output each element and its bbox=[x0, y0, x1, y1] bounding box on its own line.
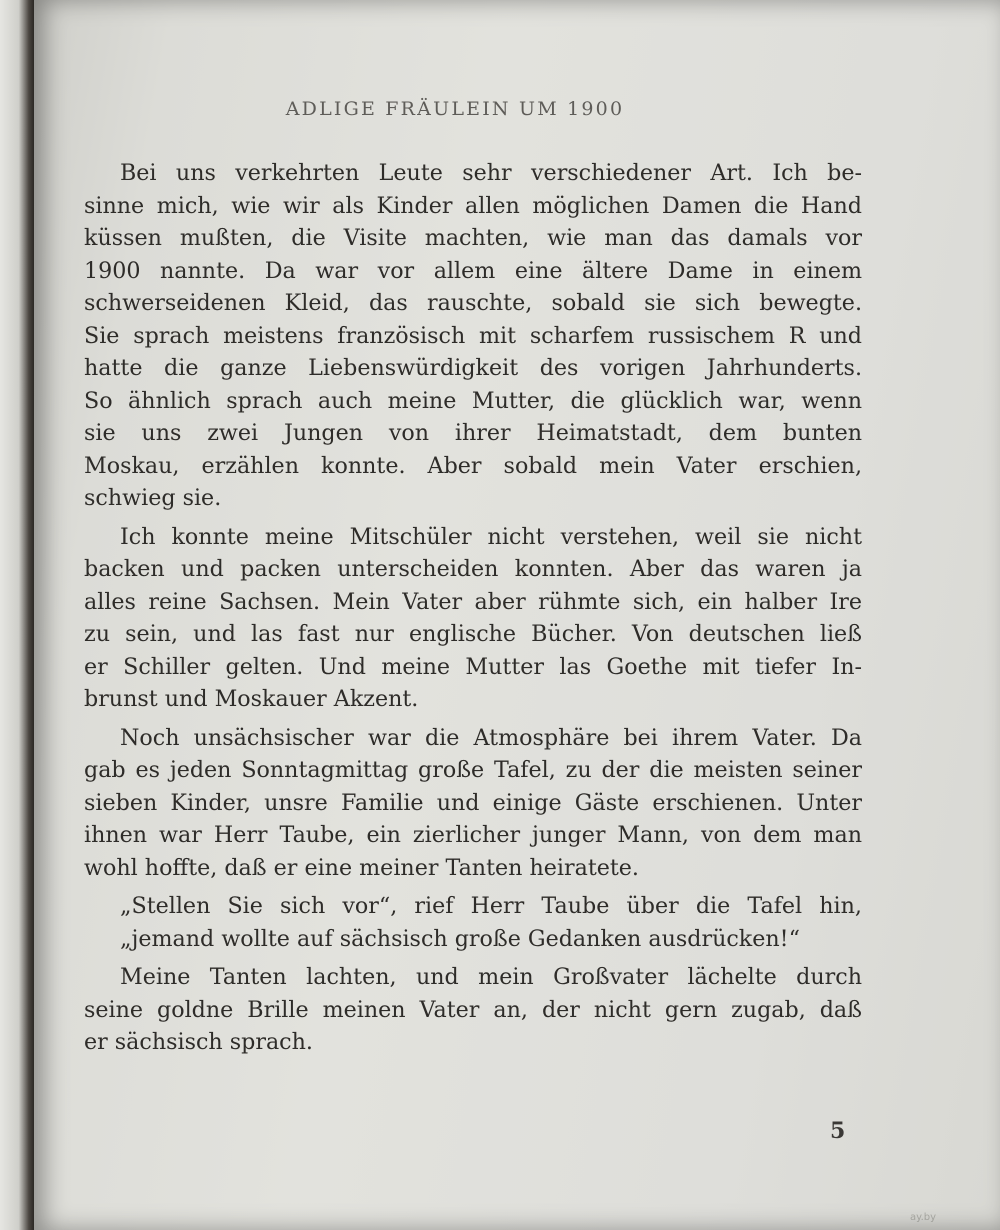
text-line: Ich konnte meine Mitschüler nicht verstehen, weil sie nicht bbox=[120, 523, 862, 550]
text-line: er sächsisch sprach. bbox=[84, 1029, 313, 1055]
text-line: Bei uns verkehrten Leute sehr verschiedener Art. Ich be- bbox=[120, 160, 862, 186]
watermark: ay.by bbox=[910, 1212, 937, 1223]
text-line: Meine Tanten lachten, und mein Großvater lächelte durch bbox=[120, 964, 862, 990]
running-head: ADLIGE FRÄULEIN UM 1900 bbox=[285, 98, 625, 120]
text-line: „jemand wollte auf sächsisch große Gedanken ausdrücken!“ bbox=[120, 925, 800, 952]
text-line: wohl hoffte, daß er eine meiner Tanten heiratete. bbox=[84, 854, 639, 881]
text-line: er Schiller gelten. Und meine Mutter las Goethe mit tiefer In- bbox=[84, 653, 862, 680]
text-line: sieben Kinder, unsre Familie und einige Gäste erschienen. Unter bbox=[84, 789, 862, 816]
text-line: 1900 nannte. Da war vor allem eine ältere Dame in einem bbox=[84, 257, 862, 284]
text-line: schwerseidenen Kleid, das rauschte, sobald sie sich bewegte. bbox=[84, 290, 862, 316]
text-line: zu sein, und las fast nur englische Bücher. Von deutschen ließ bbox=[84, 621, 862, 647]
text-line: sinne mich, wie wir als Kinder allen möglichen Damen die Hand bbox=[84, 192, 862, 219]
text-line: alles reine Sachsen. Mein Vater aber rühmte sich, ein halber Ire bbox=[84, 588, 862, 615]
paragraph-5 bbox=[84, 961, 862, 1059]
text-line: Moskau, erzählen konnte. Aber sobald mein Vater erschien, bbox=[84, 452, 862, 479]
text-line: schwieg sie. bbox=[84, 485, 222, 511]
text-line: backen und packen unterscheiden konnten. Aber das waren ja bbox=[84, 556, 862, 582]
page-number: 5 bbox=[830, 1118, 846, 1144]
text-line: Noch unsächsischer war die Atmosphäre bei ihrem Vater. Da bbox=[120, 724, 862, 751]
text-line: gab es jeden Sonntagmittag große Tafel, zu der die meisten seiner bbox=[84, 757, 862, 783]
text-line: Sie sprach meistens französisch mit scharfem russischem R und bbox=[84, 322, 862, 349]
paragraph-2 bbox=[84, 521, 862, 716]
text-line: ihnen war Herr Taube, ein zierlicher junger Mann, von dem man bbox=[84, 822, 862, 848]
text-line: „Stellen Sie sich vor“, rief Herr Taube über die Tafel hin, bbox=[120, 893, 862, 919]
book-gutter bbox=[0, 0, 34, 1230]
body-text bbox=[84, 157, 862, 1065]
paragraph-3 bbox=[84, 722, 862, 885]
paragraph-4 bbox=[84, 890, 862, 955]
text-line: So ähnlich sprach auch meine Mutter, die glücklich war, wenn bbox=[84, 387, 862, 414]
text-line: sie uns zwei Jungen von ihrer Heimatstadt, dem bunten bbox=[84, 420, 862, 446]
text-line: brunst und Moskauer Akzent. bbox=[84, 686, 419, 712]
text-line: hatte die ganze Liebenswürdigkeit des vorigen Jahrhunderts. bbox=[84, 355, 862, 381]
paragraph-1 bbox=[84, 157, 862, 515]
text-line: küssen mußten, die Visite machten, wie man das damals vor bbox=[84, 225, 862, 251]
text-line: seine goldne Brille meinen Vater an, der nicht gern zugab, daß bbox=[84, 996, 862, 1023]
